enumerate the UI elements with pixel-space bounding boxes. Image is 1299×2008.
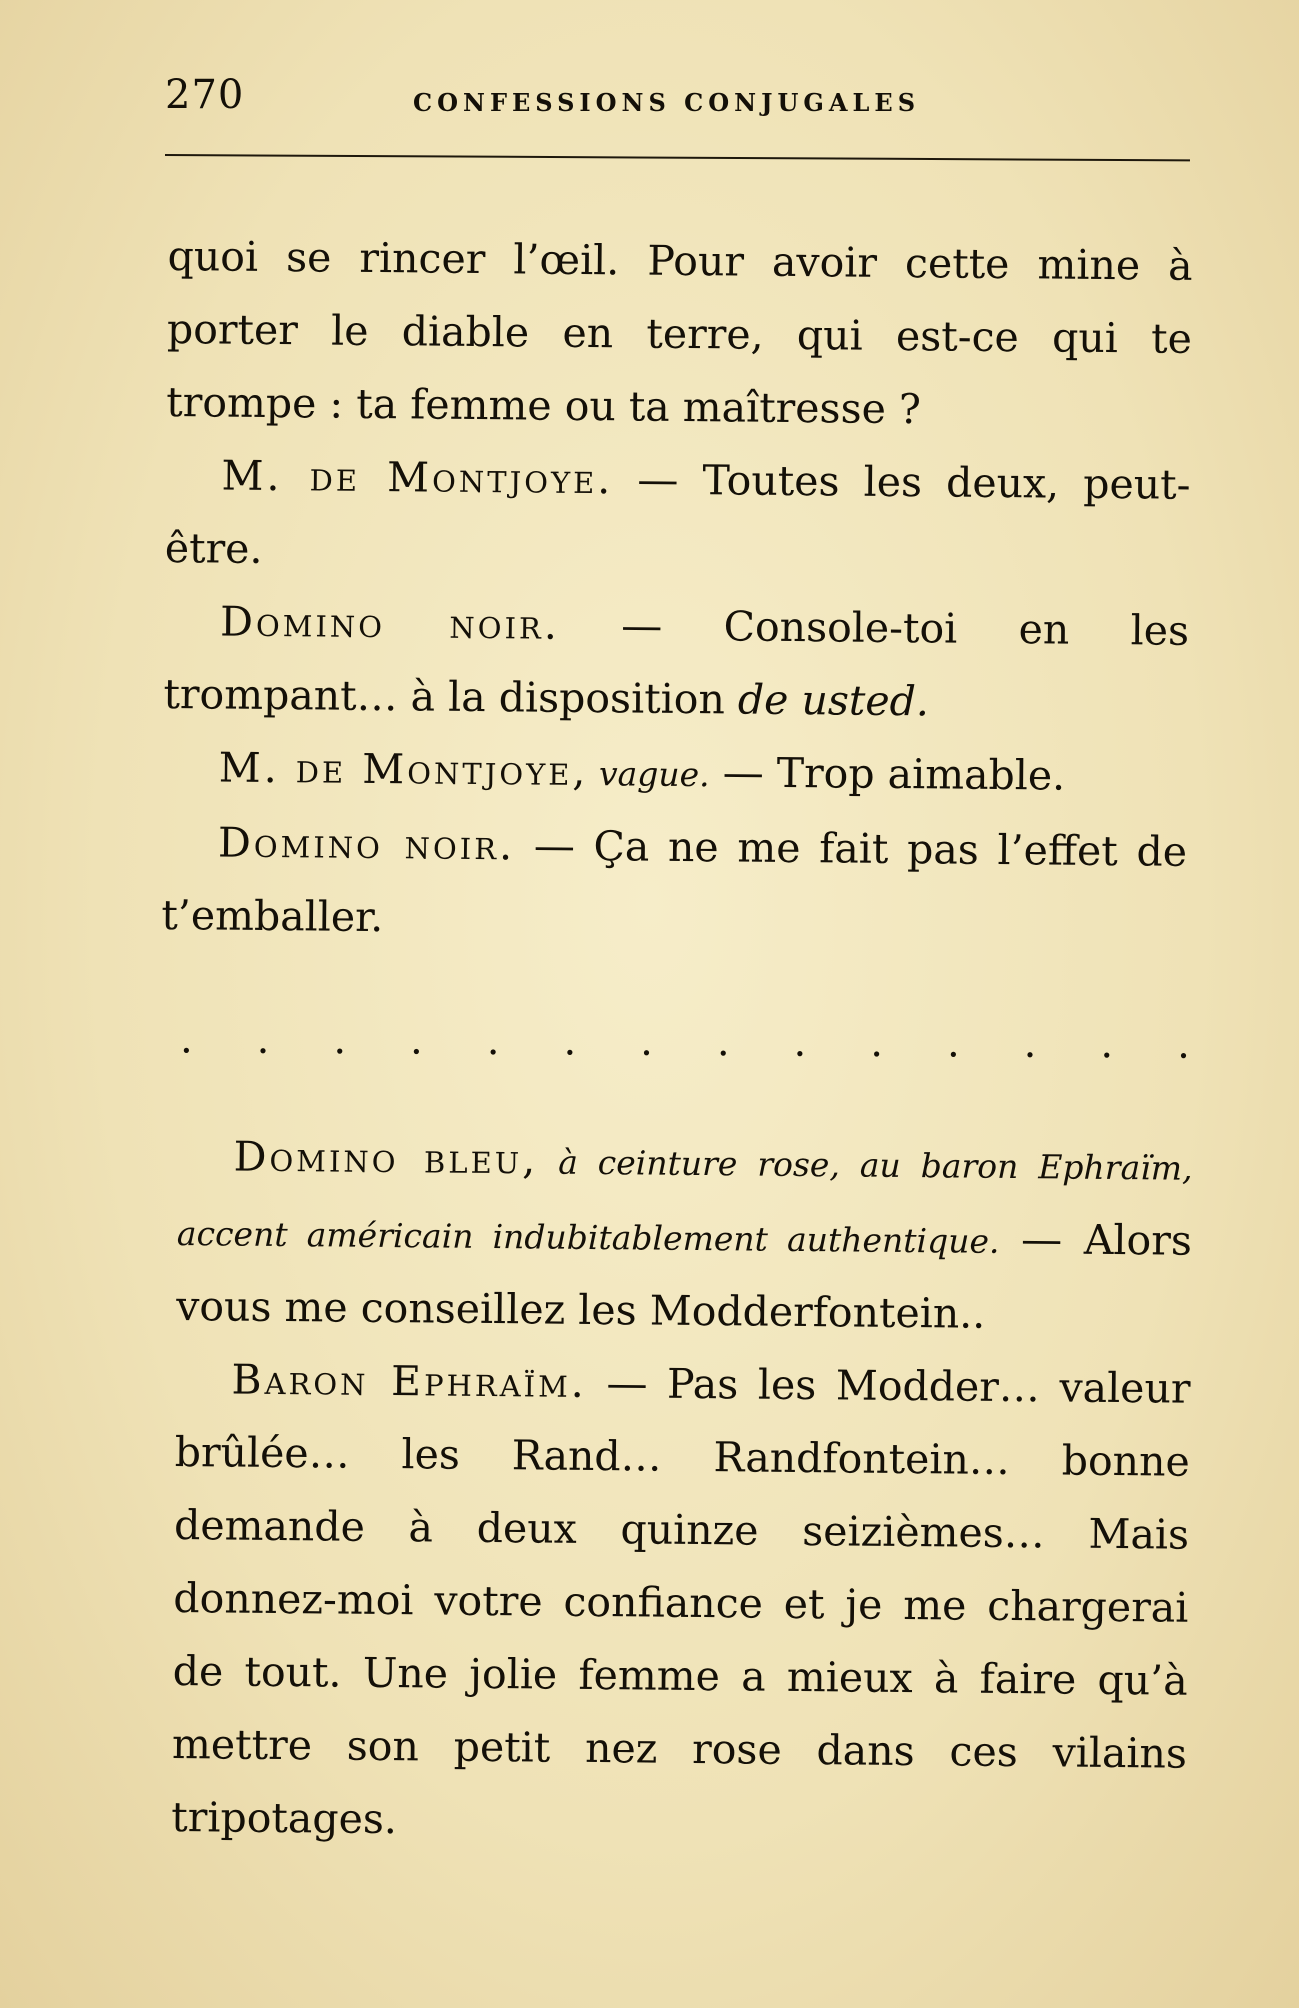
page-number: 270: [165, 72, 245, 118]
dialogue-text: — Console-toi en les trompant… à la disposition: [163, 600, 1190, 724]
separator-dot: .: [256, 1016, 270, 1063]
text-block-top: [161, 220, 1193, 962]
separator-dot: .: [716, 1019, 730, 1066]
separator-dot: .: [333, 1017, 347, 1064]
dialogue-line-domino-noir-1: [163, 585, 1189, 741]
separator-dot: .: [1177, 1021, 1190, 1068]
header-rule: [165, 154, 1190, 161]
separator-dot: .: [409, 1017, 423, 1064]
dialogue-line-domino-bleu: [176, 1120, 1193, 1353]
speaker-name: Domino noir.: [219, 597, 561, 649]
dialogue-line-domino-noir-2: [161, 806, 1187, 962]
running-title: CONFESSIONS CONJUGALES: [413, 88, 921, 117]
separator-dot: .: [1023, 1020, 1037, 1067]
dialogue-text: — Ça ne me fait pas l’effet de t’emballer.: [161, 821, 1188, 942]
page-header: [165, 72, 1185, 132]
separator-dot: .: [563, 1018, 577, 1065]
dialogue-text: — Trop aimable.: [709, 748, 1066, 800]
separator-dot: .: [640, 1018, 654, 1065]
section-separator: [179, 1016, 1190, 1068]
paragraph-text: quoi se rincer l’œil. Pour avoir cette mine à porter le diable en terre, qui est-ce qui te trompe : ta femme ou ta maîtresse ?: [166, 231, 1193, 434]
speaker-name: Domino noir.: [217, 818, 516, 870]
speaker-name: M. de Montjoye,: [218, 743, 589, 796]
speaker-name: Baron Ephraïm.: [231, 1355, 588, 1407]
separator-dot: .: [946, 1020, 960, 1067]
italic-phrase: de usted.: [737, 675, 930, 726]
stage-direction: à ceinture rose, au baron Ephraïm, accent américain indubitablement authentique.: [176, 1142, 1193, 1261]
separator-dot: .: [870, 1019, 884, 1067]
text-block-bottom: [171, 1120, 1193, 1864]
dialogue-text: — Pas les Modder… valeur brûlée… les Rand… Randfontein… bonne demande à deux quinze seizièmes… Mais donnez-moi votre confiance et je me chargerai de tout. Une jolie femme a mieux à faire qu’à mettre son petit nez rose dans ces vilains tripotages.: [171, 1358, 1191, 1844]
separator-dot: .: [793, 1019, 807, 1066]
separator-dot: .: [1100, 1021, 1114, 1068]
speaker-name: M. de Montjoye.: [221, 451, 614, 504]
separator-dot: .: [179, 1016, 193, 1063]
stage-direction: vague.: [588, 754, 710, 795]
dialogue-line-baron-ephraim: [171, 1343, 1191, 1864]
dialogue-text: — Toutes les deux, peut-être.: [164, 455, 1191, 573]
dialogue-line-montjoye-1: [164, 439, 1190, 595]
speaker-name: Domino bleu,: [233, 1132, 539, 1184]
dialogue-line-montjoye-2: [162, 731, 1188, 816]
separator-dot: .: [486, 1017, 500, 1065]
dialogue-text: — Alors vous me conseillez les Modderfontein..: [175, 1214, 1193, 1338]
paragraph-continuation: [166, 220, 1193, 449]
